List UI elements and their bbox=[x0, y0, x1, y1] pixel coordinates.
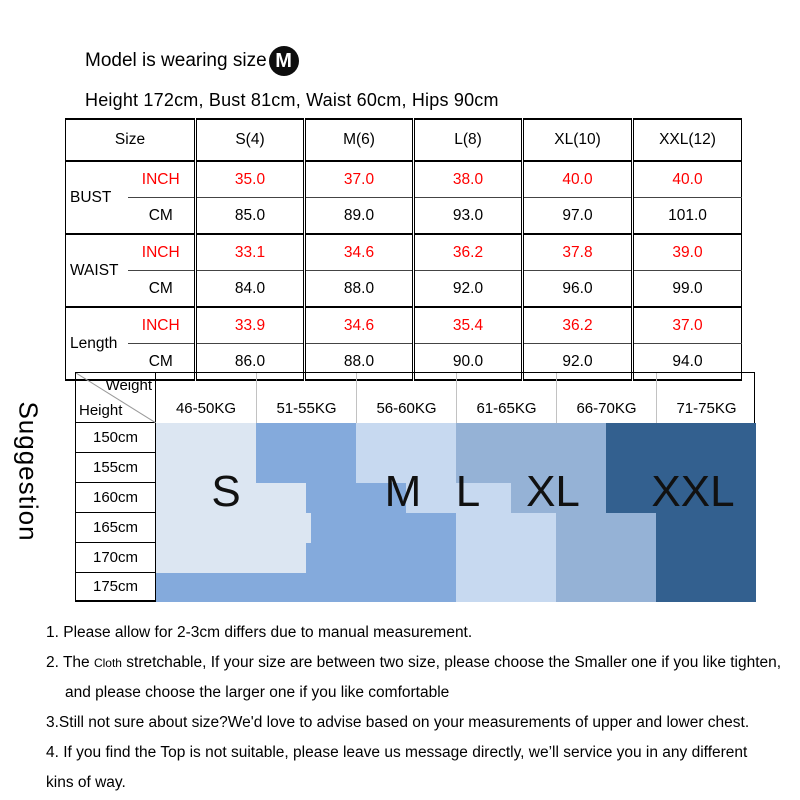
value-cell: 92.0 bbox=[523, 344, 633, 381]
corner-cell bbox=[76, 373, 156, 423]
unit-label-cm: CM bbox=[128, 271, 196, 308]
notes-block bbox=[46, 618, 796, 798]
size-region-letter-xxl: XXL bbox=[651, 467, 735, 516]
suggestion-side-label bbox=[4, 382, 52, 560]
value-cell: 89.0 bbox=[305, 198, 414, 235]
row-label-waist: WAIST bbox=[66, 234, 128, 307]
value-cell: 94.0 bbox=[633, 344, 742, 381]
value-cell: 39.0 bbox=[633, 234, 742, 271]
suggestion-text: Suggestion bbox=[13, 400, 44, 542]
value-cell: 38.0 bbox=[414, 161, 523, 198]
size-table bbox=[65, 118, 742, 381]
value-cell: 40.0 bbox=[633, 161, 742, 198]
unit-label-inch: INCH bbox=[128, 234, 196, 271]
heatmap-segment-XXL bbox=[656, 543, 756, 573]
heatmap-row-170cm bbox=[156, 543, 756, 573]
height-label: 150cm bbox=[76, 423, 156, 453]
heatmap-segment-S bbox=[156, 543, 306, 573]
heatmap-segment-XL bbox=[456, 423, 606, 453]
value-cell: 36.2 bbox=[523, 307, 633, 344]
length-inch-row bbox=[66, 307, 742, 344]
height-label: 175cm bbox=[76, 573, 156, 601]
col-header-m: M(6) bbox=[305, 119, 414, 161]
value-cell: 90.0 bbox=[414, 344, 523, 381]
note-2-line-1 bbox=[46, 648, 796, 678]
value-cell: 37.8 bbox=[523, 234, 633, 271]
heatmap-segment-L bbox=[356, 423, 456, 453]
size-table-header-row bbox=[66, 119, 742, 161]
value-cell: 99.0 bbox=[633, 271, 742, 308]
heatmap-row-150cm bbox=[156, 423, 756, 453]
value-cell: 34.6 bbox=[305, 307, 414, 344]
suggestion-heatmap bbox=[75, 372, 755, 602]
value-cell: 88.0 bbox=[305, 344, 414, 381]
row-label-bust: BUST bbox=[70, 188, 112, 206]
note-2-prefix: 2. The bbox=[46, 654, 94, 671]
bust-inch-row bbox=[66, 161, 742, 198]
note-1: 1. Please allow for 2-3cm differs due to manual measurement. bbox=[46, 624, 473, 641]
heatmap-row-175cm bbox=[156, 573, 756, 602]
unit-label-cm: CM bbox=[128, 198, 196, 235]
height-label: 165cm bbox=[76, 513, 156, 543]
value-cell: 33.9 bbox=[196, 307, 305, 344]
value-cell: 40.0 bbox=[523, 161, 633, 198]
waist-cm-row bbox=[66, 271, 742, 308]
heatmap-segment-XXL bbox=[656, 513, 756, 543]
value-cell: 85.0 bbox=[196, 198, 305, 235]
weight-header: 51-55KG bbox=[256, 373, 356, 423]
unit-label-cm: CM bbox=[128, 344, 196, 381]
weight-header: 56-60KG bbox=[356, 373, 456, 423]
size-region-letter-l: L bbox=[455, 467, 481, 516]
corner-weight-label: Weight bbox=[105, 377, 152, 394]
heatmap-segment-XL bbox=[556, 513, 656, 543]
note-2-line-2: and please choose the larger one if you like comfortable bbox=[65, 684, 450, 701]
value-cell: 88.0 bbox=[305, 271, 414, 308]
col-header-l: L(8) bbox=[414, 119, 523, 161]
value-cell: 35.0 bbox=[196, 161, 305, 198]
value-cell: 37.0 bbox=[633, 307, 742, 344]
size-header-cell: Size bbox=[66, 119, 196, 161]
value-cell: 35.4 bbox=[414, 307, 523, 344]
waist-inch-row bbox=[66, 234, 742, 271]
note-2-small-word: Cloth bbox=[93, 656, 122, 670]
weight-header: 61-65KG bbox=[456, 373, 556, 423]
heatmap-segment-M bbox=[156, 573, 456, 602]
size-region-letter-s: S bbox=[211, 467, 241, 516]
value-cell: 34.6 bbox=[305, 234, 414, 271]
note-3: 3.Still not sure about size?We'd love to advise based on your measurements of upper and lower chest. bbox=[46, 714, 750, 731]
heatmap-segment-XL bbox=[556, 573, 656, 602]
heatmap-row-165cm bbox=[156, 513, 756, 543]
height-label: 155cm bbox=[76, 453, 156, 483]
height-label: 170cm bbox=[76, 543, 156, 573]
model-size-text: Model is wearing size bbox=[85, 50, 267, 71]
value-cell: 92.0 bbox=[414, 271, 523, 308]
value-cell: 101.0 bbox=[633, 198, 742, 235]
model-measurements-text: Height 172cm, Bust 81cm, Waist 60cm, Hips 90cm bbox=[85, 90, 499, 110]
heatmap-segment-XXL bbox=[656, 573, 756, 602]
col-header-xl: XL(10) bbox=[523, 119, 633, 161]
heatmap-segment-L bbox=[456, 573, 556, 602]
size-region-letter-xl: XL bbox=[526, 467, 580, 516]
weight-header: 71-75KG bbox=[656, 373, 756, 423]
heatmap-segment-M bbox=[256, 423, 356, 453]
note-4-line-2: kins of way. bbox=[46, 774, 126, 791]
value-cell: 36.2 bbox=[414, 234, 523, 271]
col-header-xxl: XXL(12) bbox=[633, 119, 742, 161]
heatmap-segment-M bbox=[306, 543, 456, 573]
weight-header: 66-70KG bbox=[556, 373, 656, 423]
bust-cm-row bbox=[66, 198, 742, 235]
value-cell: 86.0 bbox=[196, 344, 305, 381]
heatmap-segment-S bbox=[156, 453, 256, 483]
unit-label-inch: INCH bbox=[128, 307, 196, 344]
value-cell: 37.0 bbox=[305, 161, 414, 198]
note-2-rest: stretchable, If your size are between two size, please choose the Smaller one if you like tighten, bbox=[121, 654, 782, 671]
heatmap-segment-XL bbox=[556, 543, 656, 573]
value-cell: 96.0 bbox=[523, 271, 633, 308]
value-cell: 84.0 bbox=[196, 271, 305, 308]
heatmap-segment-XXL bbox=[606, 423, 756, 453]
value-cell: 97.0 bbox=[523, 198, 633, 235]
heatmap-segment-M bbox=[256, 453, 356, 483]
note-4-line-1: 4. If you find the Top is not suitable, please leave us message directly, we’ll service you in any different bbox=[46, 744, 748, 761]
value-cell: 33.1 bbox=[196, 234, 305, 271]
model-size-line bbox=[85, 44, 299, 78]
heatmap-segment-S bbox=[156, 423, 256, 453]
heatmap-segment-L bbox=[456, 513, 556, 543]
row-label-length: Length bbox=[66, 307, 128, 380]
unit-label-inch: INCH bbox=[141, 170, 180, 188]
size-region-letter-m: M bbox=[384, 467, 422, 516]
corner-height-label: Height bbox=[79, 402, 123, 419]
weight-header: 46-50KG bbox=[175, 400, 237, 417]
height-label: 160cm bbox=[76, 483, 156, 513]
heatmap-segment-L bbox=[456, 543, 556, 573]
size-badge: M bbox=[269, 46, 299, 76]
col-header-s: S(4) bbox=[196, 119, 305, 161]
heatmap-segment-M bbox=[311, 513, 456, 543]
value-cell: 93.0 bbox=[414, 198, 523, 235]
heatmap-segment-S bbox=[156, 513, 311, 543]
